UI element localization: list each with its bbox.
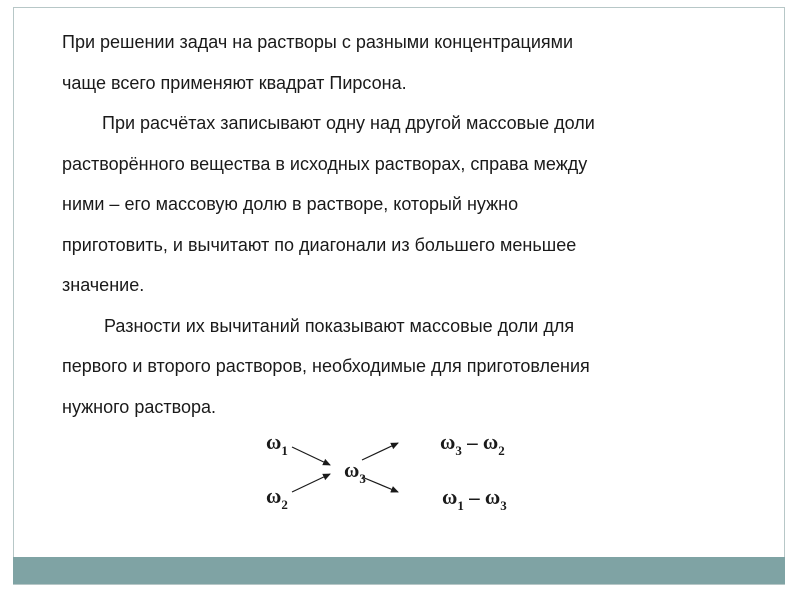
arrow-w3-to-bottom-result: [362, 477, 398, 492]
paragraph-1-line-2: чаще всего применяют квадрат Пирсона.: [62, 72, 407, 93]
arrow-w2-to-w3: [292, 474, 330, 492]
paragraph-2-line-2: растворённого вещества в исходных растворах, справа между: [62, 153, 588, 174]
paragraph-2-line-5: значение.: [62, 275, 145, 295]
paragraph-2-line-4: приготовить, и вычитают по диагонали из большего меньшее: [62, 234, 577, 255]
paragraph-1-line-1: При решении задач на растворы с разными концентрациями: [62, 32, 574, 52]
omega-1-label: $\omega_1$: [266, 430, 288, 458]
arrow-w1-to-w3: [292, 447, 330, 465]
paragraph-3-line-2: первого и второго растворов, необходимые для приготовления: [62, 356, 590, 376]
paragraph-2-line-1: При расчётах записывают одну над другой массовые доли: [102, 113, 595, 133]
paragraph-2-line-3: ними – его массовую долю в растворе, который нужно: [62, 194, 519, 214]
omega-2-label: $\omega_2$: [266, 484, 288, 512]
paragraph-3-line-3: нужного раствора.: [62, 396, 216, 417]
omega-3-label: $\omega_3$: [344, 458, 366, 486]
result-top-expression: $\omega_3 - \omega_2$: [440, 430, 505, 458]
result-bottom-expression: $\omega_1 - \omega_3$: [442, 485, 507, 513]
paragraph-3-line-1: Разности их вычитаний показывают массовые доли для: [104, 315, 575, 336]
arrow-w3-to-top-result: [362, 443, 398, 460]
